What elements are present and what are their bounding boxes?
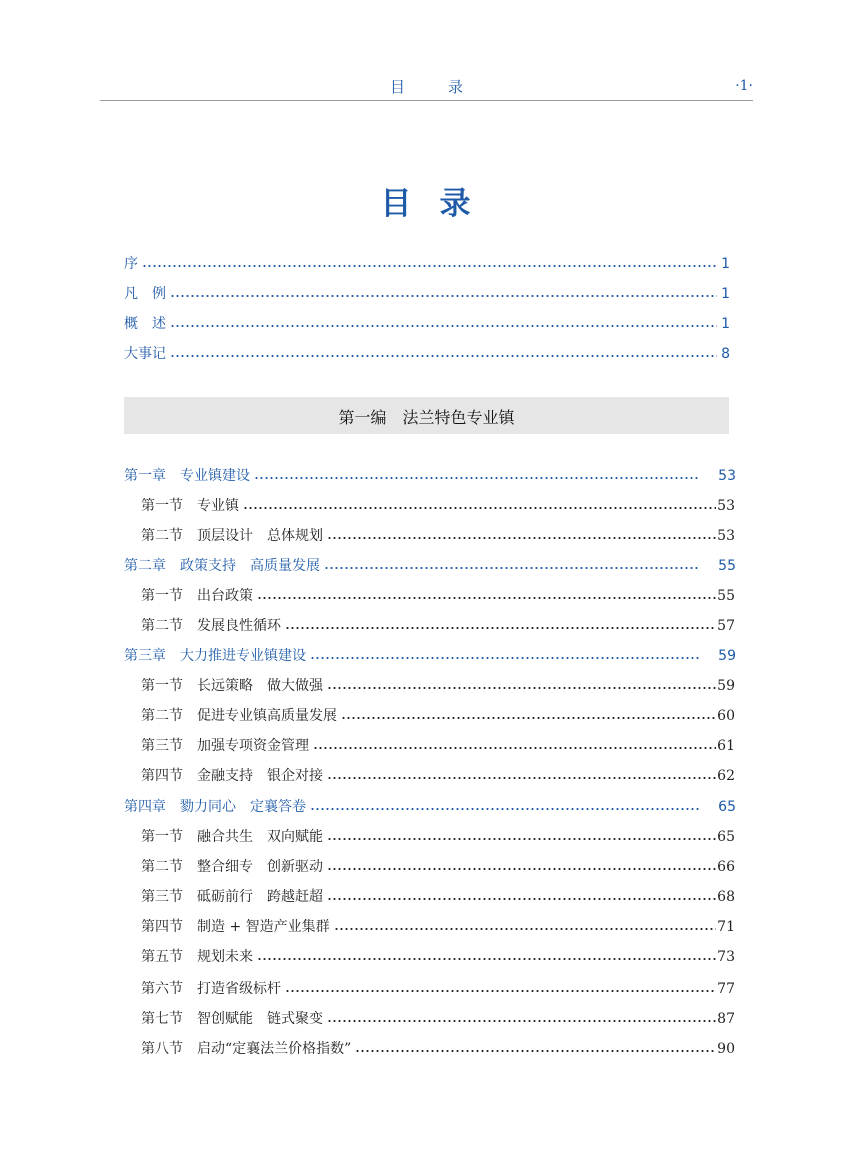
toc-chapter-2[interactable] [124,555,736,577]
toc-page-number: 1 [721,286,730,302]
dot-leader [327,857,716,871]
toc-section[interactable] [141,705,735,727]
dot-leader [327,766,716,780]
dot-leader [310,797,700,811]
toc-entry-label: 第八节 启动“定襄法兰价格指数” [141,1041,352,1057]
toc-entry-label: 第四章 勠力同心 定襄答卷 [124,799,306,815]
toc-chapter-3[interactable] [124,645,736,667]
dot-leader [170,344,717,358]
toc-page-number: 53 [717,498,735,514]
toc-entry-label: 第三节 加强专项资金管理 [141,738,309,754]
dot-leader [334,917,717,931]
dot-leader [254,466,700,480]
toc-entry-label: 第二节 促进专业镇高质量发展 [141,708,337,724]
toc-page-number: 77 [717,981,735,997]
dot-leader [170,284,717,298]
toc-page-number: 53 [717,528,735,544]
toc-page-number: 66 [717,859,735,875]
dot-leader [327,676,716,690]
toc-section[interactable] [141,615,735,637]
toc-page-number: 55 [718,558,736,574]
toc-page-number: 60 [717,708,735,724]
part-title: 第一编 法兰特色专业镇 [338,408,515,427]
toc-entry-label: 第三节 砥砺前行 跨越赶超 [141,889,323,905]
toc-page-number: 65 [717,829,735,845]
dot-leader [257,586,716,600]
dot-leader [142,254,717,268]
dot-leader [327,887,716,901]
toc-entry-label: 大事记 [124,346,166,362]
toc-section[interactable] [141,1008,735,1030]
toc-page-number: 87 [717,1011,735,1027]
toc-entry-label: 第一节 融合共生 双向赋能 [141,829,323,845]
toc-entry-label: 第四节 金融支持 银企对接 [141,768,323,784]
toc-entry-label: 第三章 大力推进专业镇建设 [124,648,306,664]
toc-entry-label: 第二节 发展良性循环 [141,618,281,634]
toc-entry-label: 概 述 [124,316,166,332]
dot-leader [324,556,700,570]
toc-page-number: 55 [717,588,735,604]
toc-section[interactable] [141,735,735,757]
toc-page-number: 90 [717,1041,735,1057]
toc-section[interactable] [141,946,735,968]
toc-section[interactable] [141,495,735,517]
toc-chapter-4[interactable] [124,796,736,818]
dot-leader [285,616,716,630]
dot-leader [313,736,716,750]
toc-entry-label: 序 [124,256,138,272]
running-head-page-number: ·1· [735,78,753,94]
toc-page-number: 8 [721,346,730,362]
toc-page-number: 61 [717,738,735,754]
toc-front-item-chronicle[interactable] [124,343,730,365]
toc-page-number: 59 [718,648,736,664]
toc-page-number: 73 [717,949,735,965]
dot-leader [327,1009,716,1023]
dot-leader [327,526,716,540]
toc-entry-label: 第一章 专业镇建设 [124,468,250,484]
toc-section[interactable] [141,765,735,787]
toc-entry-label: 第一节 长远策略 做大做强 [141,678,323,694]
toc-front-item-preface[interactable] [124,253,730,275]
toc-page-number: 71 [717,919,735,935]
toc-page-number: 62 [717,768,735,784]
dot-leader [327,827,716,841]
toc-section[interactable] [141,856,735,878]
toc-front-item-overview[interactable] [124,313,730,335]
toc-entry-label: 第二节 整合细专 创新驱动 [141,859,323,875]
toc-section[interactable] [141,826,735,848]
dot-leader [170,314,717,328]
running-head-title: 目 录 [389,78,477,96]
toc-section[interactable] [141,675,735,697]
toc-page-number: 53 [718,468,736,484]
dot-leader [285,979,716,993]
toc-section[interactable] [141,585,735,607]
dot-leader [355,1039,716,1053]
toc-entry-label: 凡 例 [124,286,166,302]
dot-leader [257,947,716,961]
toc-chapter-1[interactable] [124,465,736,487]
toc-page-number: 65 [718,799,736,815]
toc-front-item-guide[interactable] [124,283,730,305]
toc-section[interactable] [141,1038,735,1060]
toc-page-number: 68 [717,889,735,905]
dot-leader [310,646,700,660]
toc-section[interactable] [141,886,735,908]
dot-leader [243,496,716,510]
dot-leader [341,706,716,720]
toc-page-number: 1 [721,316,730,332]
toc-page-number: 59 [717,678,735,694]
toc-section[interactable] [141,916,735,938]
toc-entry-label: 第二章 政策支持 高质量发展 [124,558,320,574]
toc-entry-label: 第二节 顶层设计 总体规划 [141,528,323,544]
toc-entry-label: 第六节 打造省级标杆 [141,981,281,997]
toc-section[interactable] [141,978,735,1000]
part-banner [124,397,729,434]
toc-page-number: 57 [717,618,735,634]
toc-entry-label: 第七节 智创赋能 链式聚变 [141,1011,323,1027]
page-title: 目录 [380,186,499,222]
toc-section[interactable] [141,525,735,547]
toc-page-number: 1 [721,256,730,272]
toc-entry-label: 第五节 规划未来 [141,949,253,965]
toc-entry-label: 第四节 制造 + 智造产业集群 [141,919,330,935]
toc-entry-label: 第一节 出台政策 [141,588,253,604]
running-head [100,72,753,101]
toc-entry-label: 第一节 专业镇 [141,498,239,514]
